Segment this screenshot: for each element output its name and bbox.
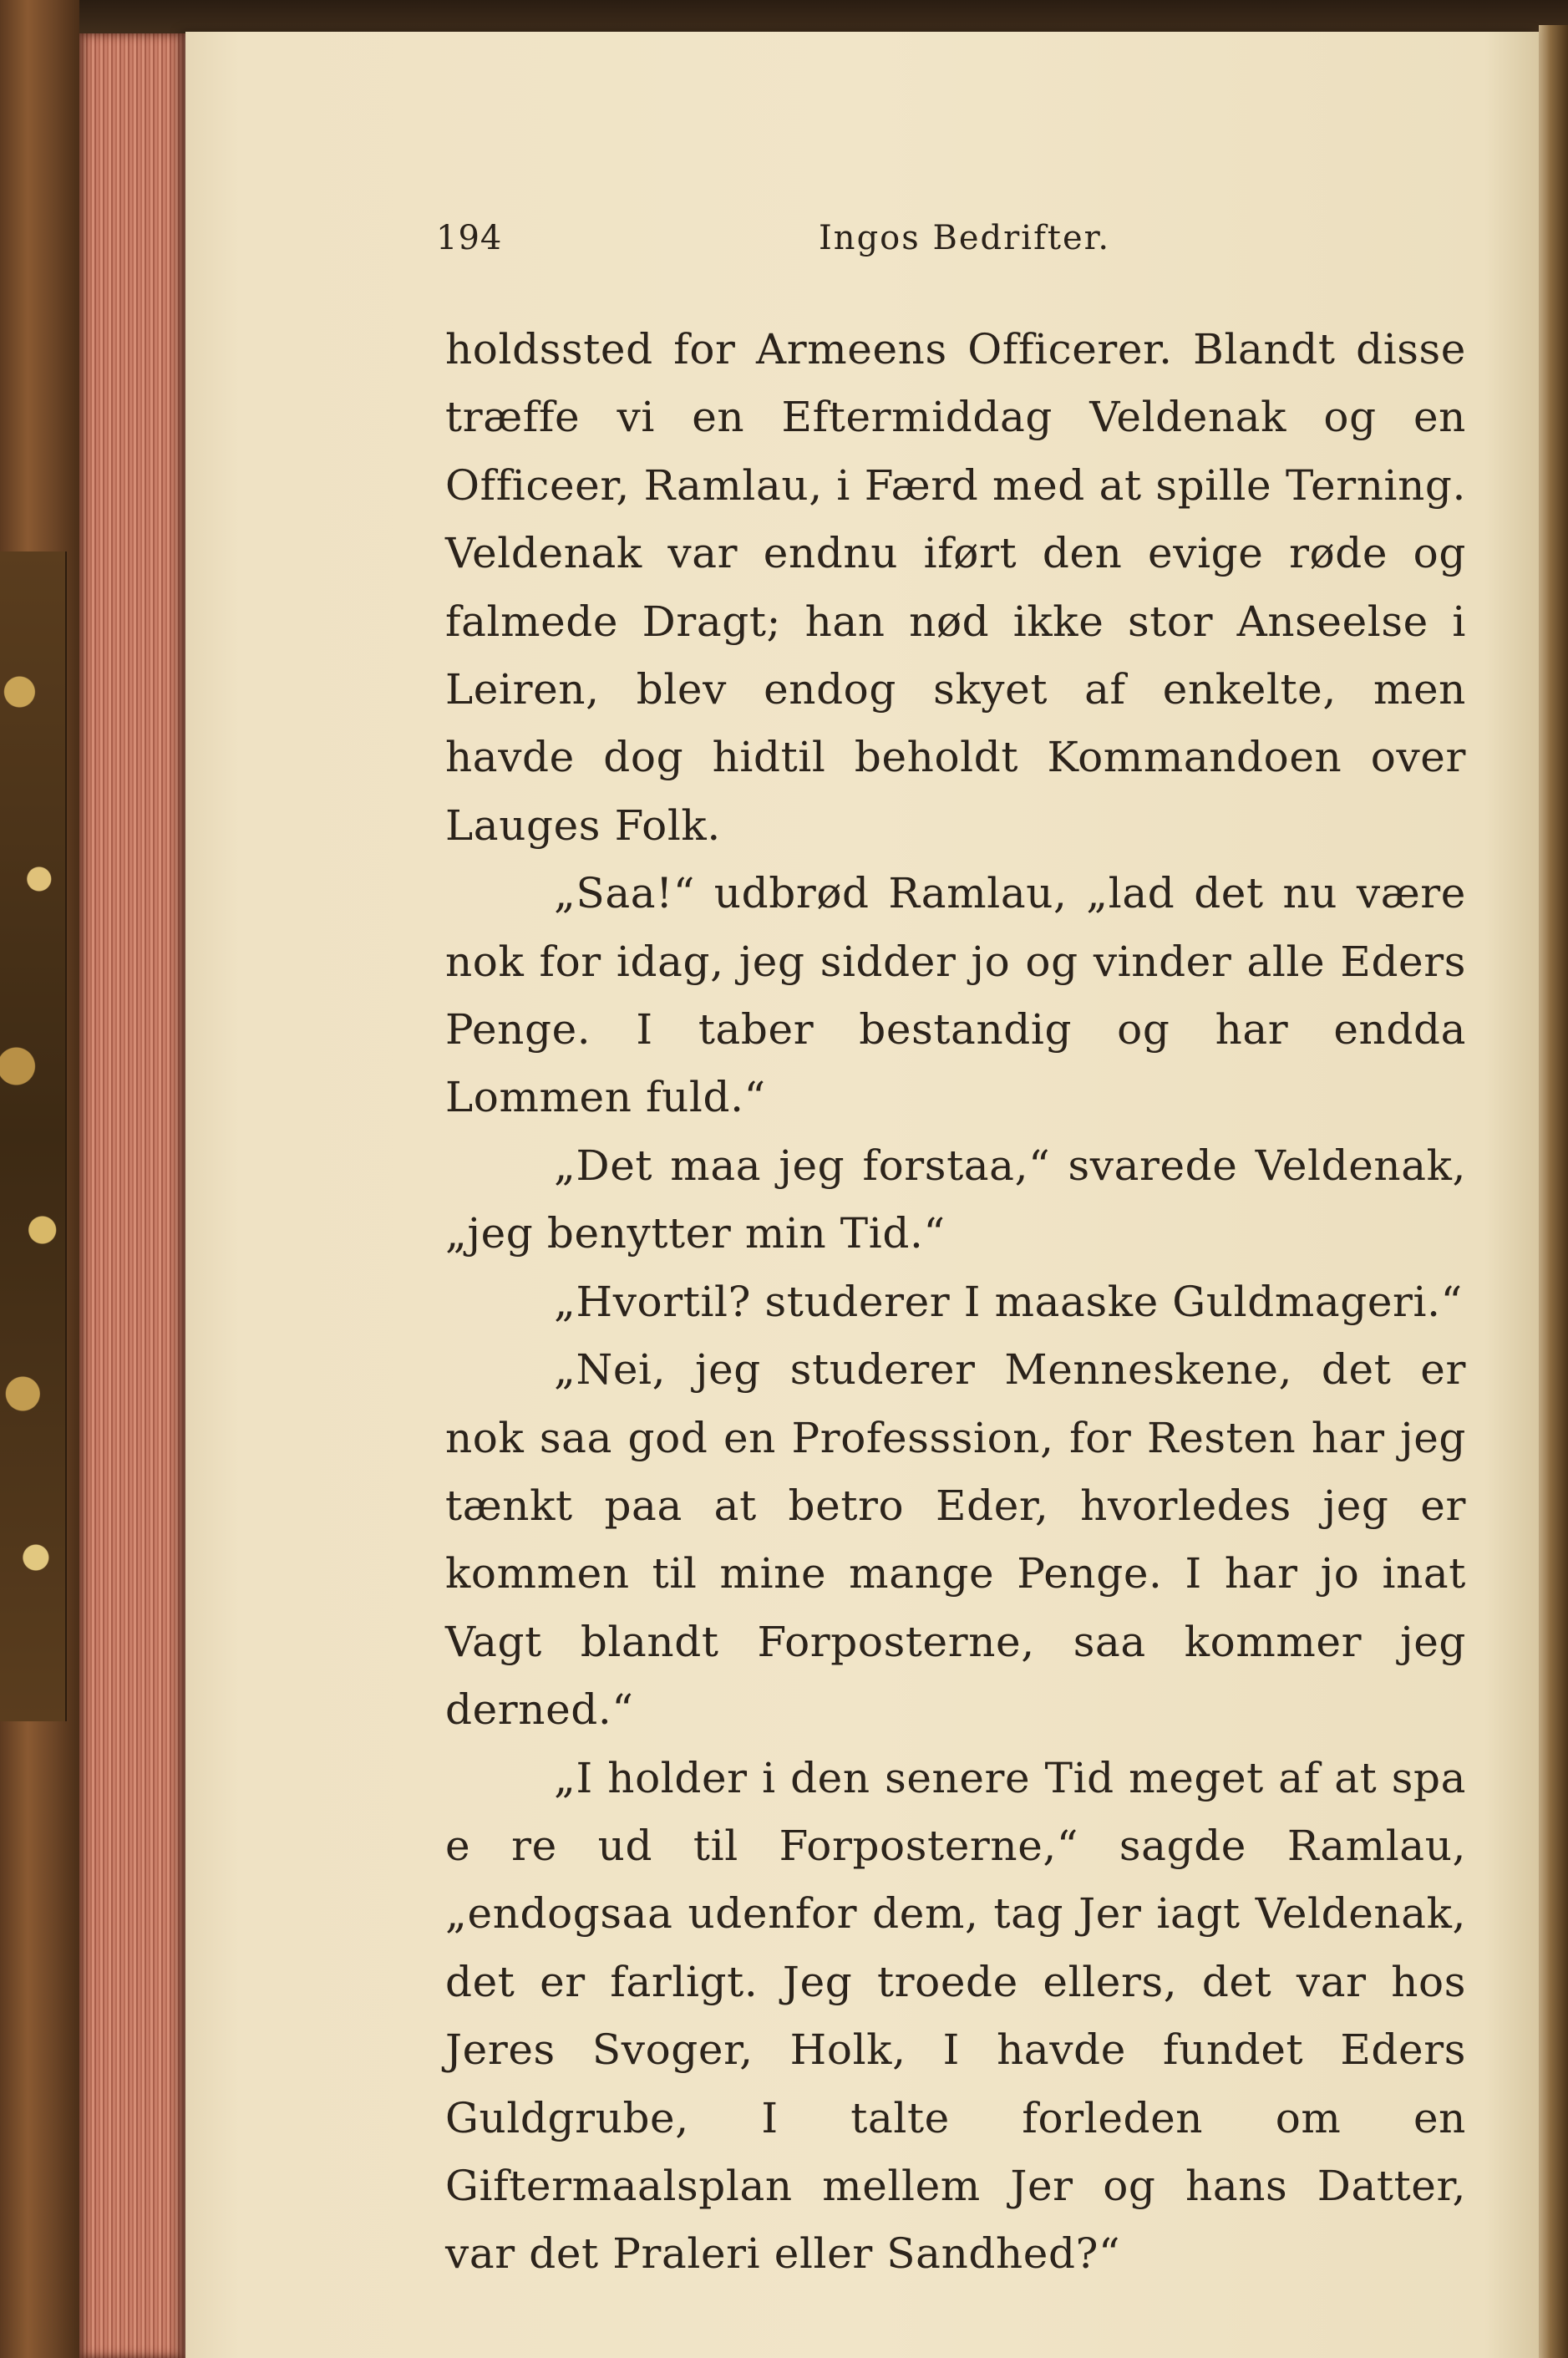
page-header	[436, 219, 1464, 261]
paragraph-3: „Det maa jeg forstaa,“ svarede Veldenak, „jeg benytter min Tid.“	[445, 1141, 1466, 1258]
page-edges	[79, 33, 188, 2358]
paragraph-6: „I holder i den senere Tid meget af at spa e re ud til Forposterne,“ sagde Ramlau, „endogsaa udenfor dem, tag Jer iagt Veldenak, det er farligt. Jeg troede ellers, det var hos Jeres Svoger, Holk, I havde fundet Eders Guldgrube, I talte forleden om en Giftermaalsplan mellem Jer og hans Datter, var det Praleri eller Sandhed?“	[445, 1753, 1466, 2279]
paragraph-2: „Saa!“ udbrød Ramlau, „lad det nu være nok for idag, jeg sidder jo og vinder alle Eders Penge. I taber bestandig og har endda Lommen fuld.“	[445, 869, 1466, 1122]
paragraph-1: holdssted for Armeens Officerer. Blandt disse træffe vi en Eftermiddag Veldenak og en Officeer, Ramlau, i Færd med at spille Terning. Veldenak var endnu iført den evige røde og falmede Dragt; han nød ikke stor Anseelse i Leiren, blev endog skyet af enkelte, men havde dog hidtil beholdt Kommandoen over Lauges Folk.	[445, 325, 1466, 850]
page-number: 194	[436, 219, 503, 257]
marbled-paper	[0, 551, 67, 1721]
running-title: Ingos Bedrifter.	[819, 219, 1111, 257]
paragraph-4: „Hvortil? studerer I maaske Guldmageri.“	[554, 1277, 1463, 1326]
paragraph-5: „Nei, jeg studerer Menneskene, det er nok saa god en Professsion, for Resten har jeg tænkt paa at betro Eder, hvorledes jeg er kommen til mine mange Penge. I har jo inat Vagt blandt Forposterne, saa kommer jeg derned.“	[445, 1345, 1466, 1735]
page-right-edge	[1539, 25, 1568, 2358]
body-text	[445, 316, 1466, 2289]
